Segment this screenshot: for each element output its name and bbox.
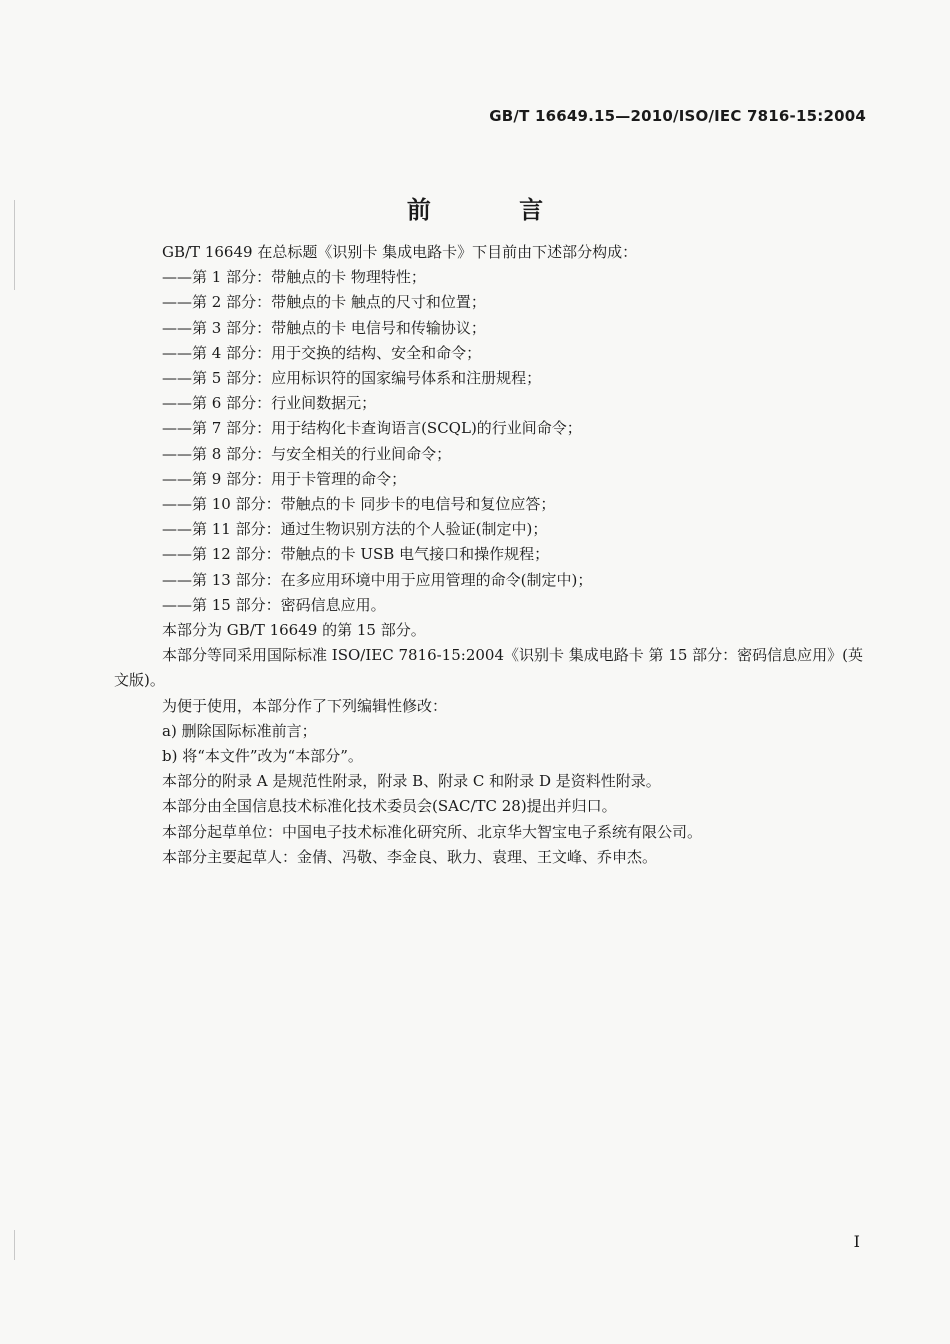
scan-edge-mark-left-lower [14,1230,15,1260]
page-number: I [853,1232,860,1251]
part-item: ——第 6 部分：行业间数据元； [162,394,377,413]
part-item: ——第 4 部分：用于交换的结构、安全和命令； [162,343,482,362]
part-item: ——第 9 部分：用于卡管理的命令； [162,469,407,488]
annex-statement: 本部分的附录 A 是规范性附录，附录 B、附录 C 和附录 D 是资料性附录。 [162,772,661,791]
part-item: ——第 8 部分：与安全相关的行业间命令； [162,444,452,463]
part-item: ——第 10 部分：带触点的卡 同步卡的电信号和复位应答； [162,495,556,514]
edit-item: b) 将“本文件”改为“本部分”。 [162,747,363,766]
drafting-units: 本部分起草单位：中国电子技术标准化研究所、北京华大智宝电子系统有限公司。 [162,822,703,841]
part-item: ——第 1 部分：带触点的卡 物理特性； [162,268,426,287]
foreword-body [114,240,870,870]
drafters: 本部分主要起草人：金倩、冯敬、李金良、耿力、袁理、王文峰、乔申杰。 [162,847,658,866]
part-item: ——第 7 部分：用于结构化卡查询语言(SCQL)的行业间命令； [162,419,582,438]
part-item: ——第 12 部分：带触点的卡 USB 电气接口和操作规程； [162,545,550,564]
part-item: ——第 13 部分：在多应用环境中用于应用管理的命令(制定中)； [162,570,593,589]
standard-code: GB/T 16649.15—2010/ISO/IEC 7816-15:2004 [489,107,866,125]
edit-item: a) 删除国际标准前言； [162,721,317,740]
part-item: ——第 15 部分：密码信息应用。 [162,595,386,614]
intro-paragraph: GB/T 16649 在总标题《识别卡 集成电路卡》下目前由下述部分构成： [162,243,638,261]
part-item: ——第 5 部分：应用标识符的国家编号体系和注册规程； [162,369,542,388]
part-item: ——第 11 部分：通过生物识别方法的个人验证(制定中)； [162,520,548,539]
edits-intro: 为便于使用，本部分作了下列编辑性修改： [162,696,448,715]
part-item: ——第 2 部分：带触点的卡 触点的尺寸和位置； [162,293,486,312]
part-statement: 本部分为 GB/T 16649 的第 15 部分。 [162,621,426,640]
proposer-statement: 本部分由全国信息技术标准化技术委员会(SAC/TC 28)提出并归口。 [162,797,617,816]
equivalence-statement: 本部分等同采用国际标准 ISO/IEC 7816-15:2004《识别卡 集成电路卡 第 15 部分：密码信息应用》(英文版)。 [114,646,864,690]
page-title: 前 言 [406,196,584,224]
part-item: ——第 3 部分：带触点的卡 电信号和传输协议； [162,318,486,337]
